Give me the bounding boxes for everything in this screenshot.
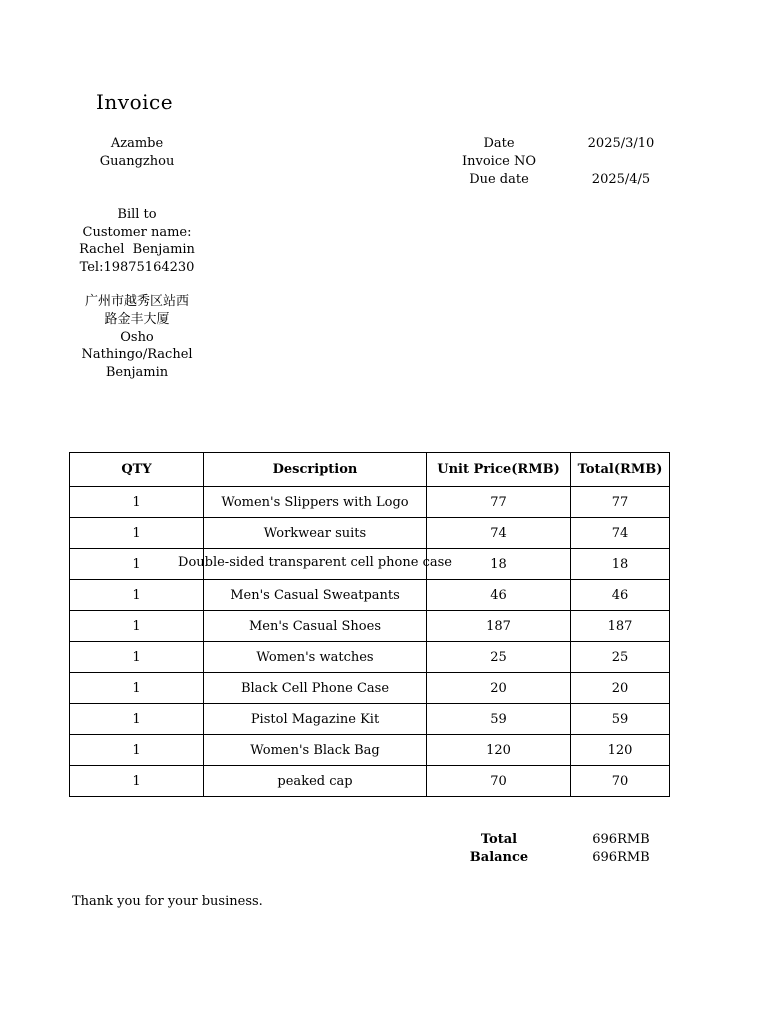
table-row xyxy=(70,487,670,518)
row-total: 20 xyxy=(571,673,670,704)
balance-label: Balance xyxy=(469,850,529,865)
table-row xyxy=(70,549,670,580)
date-value: 2025/3/10 xyxy=(587,136,655,151)
address-line-4: Nathingo/Rachel xyxy=(81,347,193,363)
row-qty: 1 xyxy=(70,766,204,797)
row-unit-price: 74 xyxy=(427,518,571,549)
table-row xyxy=(70,673,670,704)
row-description xyxy=(204,580,427,611)
row-description xyxy=(204,766,427,797)
row-qty: 1 xyxy=(70,518,204,549)
row-total: 187 xyxy=(571,611,670,642)
header-unit-price: Unit Price(RMB) xyxy=(427,453,571,487)
row-description-text: Women's watches xyxy=(256,649,374,665)
row-qty: 1 xyxy=(70,580,204,611)
row-total: 70 xyxy=(571,766,670,797)
due-date-label: Due date xyxy=(469,172,529,187)
row-description xyxy=(204,642,427,673)
row-description xyxy=(204,611,427,642)
row-qty: 1 xyxy=(70,487,204,518)
seller-city: Guangzhou xyxy=(99,154,175,169)
row-total: 46 xyxy=(571,580,670,611)
bill-to-block xyxy=(70,206,204,381)
balance-value: 696RMB xyxy=(592,850,650,865)
total-label: Total xyxy=(480,832,518,847)
table-row xyxy=(70,642,670,673)
row-total: 120 xyxy=(571,735,670,766)
row-qty: 1 xyxy=(70,673,204,704)
customer-label: Customer name: xyxy=(82,224,192,240)
table-row xyxy=(70,766,670,797)
row-total: 25 xyxy=(571,642,670,673)
header-description: Description xyxy=(204,453,427,487)
invoice-title: Invoice xyxy=(96,90,174,114)
row-description-text: Double-sided transparent cell phone case xyxy=(178,555,452,570)
row-description-text: peaked cap xyxy=(277,773,353,789)
address-line-5: Benjamin xyxy=(105,364,169,380)
spacer xyxy=(70,276,204,293)
total-value: 696RMB xyxy=(592,832,650,847)
row-description-text: Pistol Magazine Kit xyxy=(250,711,380,727)
row-unit-price: 59 xyxy=(427,704,571,735)
row-description xyxy=(204,735,427,766)
row-qty: 1 xyxy=(70,611,204,642)
row-description-text: Men's Casual Sweatpants xyxy=(230,587,400,603)
items-table xyxy=(69,452,670,797)
row-description-text: Women's Slippers with Logo xyxy=(221,494,409,510)
table-row xyxy=(70,580,670,611)
row-total: 18 xyxy=(571,549,670,580)
bill-to-heading: Bill to xyxy=(117,207,157,222)
row-description-text: Black Cell Phone Case xyxy=(240,680,390,696)
row-description xyxy=(204,487,427,518)
table-header-row xyxy=(70,453,670,487)
row-total: 59 xyxy=(571,704,670,735)
row-unit-price: 25 xyxy=(427,642,571,673)
customer-name: Rachel Benjamin xyxy=(79,242,195,258)
address-line-3: Osho xyxy=(120,329,154,345)
row-description-text: Men's Casual Shoes xyxy=(248,618,381,634)
row-description xyxy=(178,549,452,580)
row-qty: 1 xyxy=(70,549,204,580)
seller-name: Azambe xyxy=(110,136,164,151)
invoice-no-label: Invoice NO xyxy=(462,154,536,169)
row-unit-price: 77 xyxy=(427,487,571,518)
date-label: Date xyxy=(483,136,515,151)
table-row xyxy=(70,704,670,735)
row-unit-price: 70 xyxy=(427,766,571,797)
row-qty: 1 xyxy=(70,735,204,766)
address-line-2: 路金丰大厦 xyxy=(104,311,170,327)
row-description-text: Workwear suits xyxy=(263,525,367,541)
row-description xyxy=(204,673,427,704)
row-description xyxy=(204,704,427,735)
table-row xyxy=(70,518,670,549)
table-row xyxy=(70,735,670,766)
address-line-1: 广州市越秀区站西 xyxy=(84,294,189,310)
header-total: Total(RMB) xyxy=(571,453,670,487)
customer-tel: Tel:19875164230 xyxy=(79,259,195,275)
row-unit-price: 46 xyxy=(427,580,571,611)
thank-you-note: Thank you for your business. xyxy=(72,894,263,909)
row-unit-price: 120 xyxy=(427,735,571,766)
row-unit-price: 20 xyxy=(427,673,571,704)
header-qty: QTY xyxy=(70,453,204,487)
due-date-value: 2025/4/5 xyxy=(591,172,651,187)
seller-block xyxy=(70,135,204,171)
row-description xyxy=(204,518,427,549)
row-qty: 1 xyxy=(70,642,204,673)
row-description-text: Women's Black Bag xyxy=(250,742,380,758)
row-unit-price: 18 xyxy=(427,549,571,580)
row-total: 77 xyxy=(571,487,670,518)
row-unit-price: 187 xyxy=(427,611,571,642)
row-total: 74 xyxy=(571,518,670,549)
table-row xyxy=(70,611,670,642)
row-qty: 1 xyxy=(70,704,204,735)
